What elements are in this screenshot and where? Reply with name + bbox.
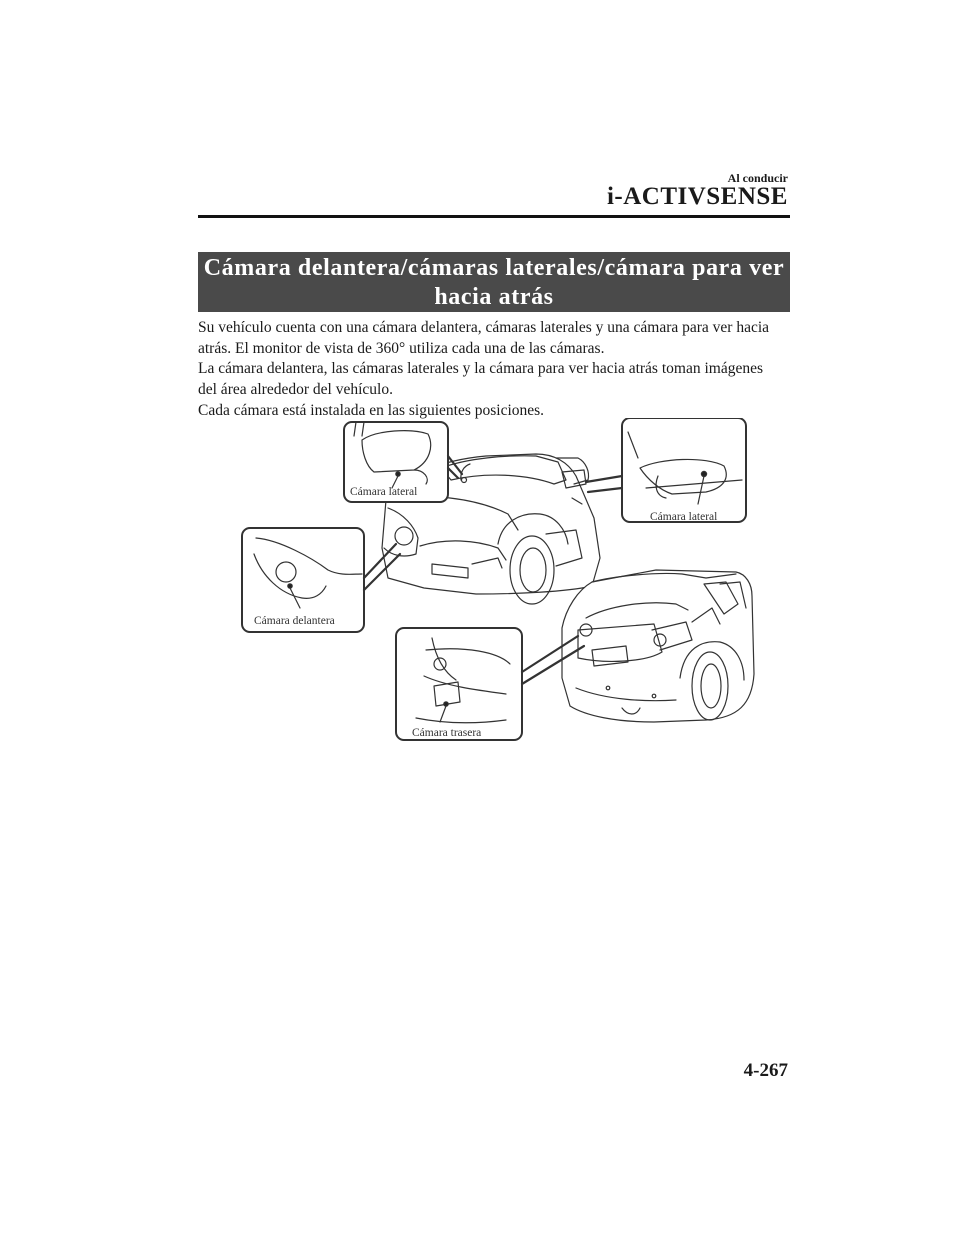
side-camera-label-right: Cámara lateral [650,511,718,523]
side-camera-label-left: Cámara lateral [350,486,418,498]
section-title-line-2: hacia atrás [434,284,554,310]
rear-camera-label: Cámara trasera [412,727,482,739]
body-line: atrás. El monitor de vista de 360° utiliza cada una de las cámaras. [198,339,605,357]
chapter-header-title: i-ACTIVSENSE [606,183,788,210]
page-number: 4-267 [743,1060,788,1081]
section-header-label: Al conducir [727,171,788,185]
rear-camera-callout [396,628,584,740]
rear-car-illustration [562,570,754,722]
body-line: del área alrededor del vehículo. [198,381,393,399]
header-rule [198,215,790,218]
body-line: Su vehículo cuenta con una cámara delantera, cámaras laterales y una cámara para ver hacia [198,319,770,336]
section-title-banner [198,252,790,312]
section-title-line-1: Cámara delantera/cámaras laterales/cámara para ver [203,255,785,281]
body-line: Cada cámara está instalada en las siguientes posiciones. [198,401,545,419]
side-camera-callout-right [586,418,746,522]
camera-positions-diagram [236,418,756,748]
body-text [198,318,798,422]
front-camera-label: Cámara delantera [254,615,335,627]
body-line: La cámara delantera, las cámaras laterales y la cámara para ver hacia atrás toman imágenes [198,360,763,378]
camera-diagram-svg [236,418,756,748]
